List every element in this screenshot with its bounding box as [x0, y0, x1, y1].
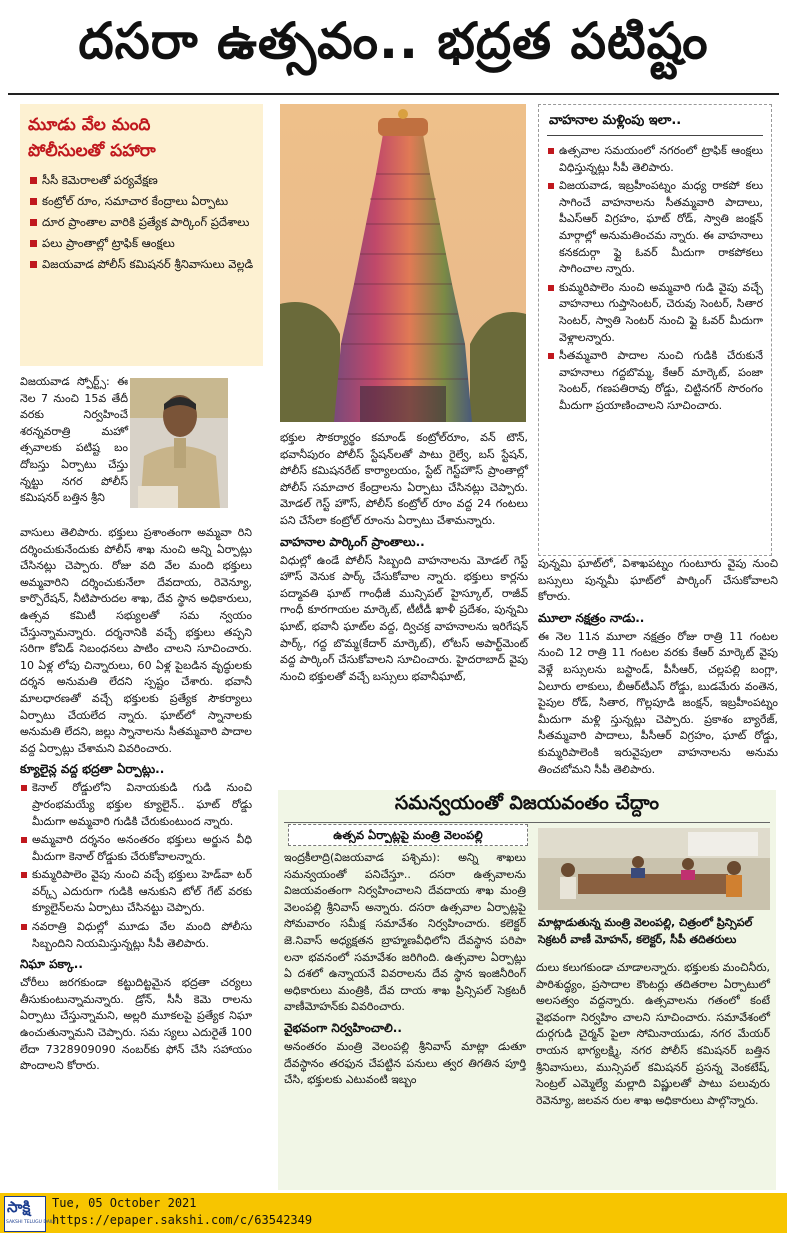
- bullet: సీతమ్మవారి పాదాల నుంచి గుడికి చేరుకునే వాహనాలు గద్దబొమ్మ, కేఆర్ మార్కెట్, పంజా సెంటర్, గణపతిరావు రోడ్డు, చిట్టినగర్ సొరంగం మీదుగా ప్రయాణించాలని సూచించారు.: [547, 348, 763, 414]
- article-column-2: [280, 430, 528, 687]
- headline: దసరా ఉత్సవం.. భద్రత పటిష్టం: [78, 12, 709, 70]
- vehicle-box-body: [547, 143, 763, 417]
- logo-subtext: SAKSHI TELUGU DAILY: [6, 1220, 56, 1225]
- paragraph: ఇంద్రకీలాద్రి(విజయవాడ పశ్చిమ): అన్ని శాఖలు సమన్వయంతో పనిచేస్తూ.. దసరా ఉత్సవాలను విజయవంతంగా నిర్వహించాలని దేవదాయ శాఖ మంత్రి వెలంపల్లి శ్రీనివాస్ అన్నారు. దసరా ఉత్సవాల ఏర్పాట్లపై సోమవారం సమీక్ష సమావేశం నిర్వహించారు. కలెక్టర్ జె.నివాస్ అధ్యక్షతన బ్రాహ్మణవీధిలోని దేవస్థాన పరిపా లనా భవనంలో సమావేశం జరిగింది. ఉత్సవాల ఏర్పాట్లు ఏ దశలో ఉన్నాయనే వివరాలను దేవ స్థాన ఇంజినీరింగ్ అధికారులు మంత్రికి, దేవ దాయ శాఖ ప్రిన్సిపల్ సెక్రటరీ వాణీమోహన్‌కు వివరించారు.: [284, 851, 526, 1014]
- subheading-queue: క్యూలైన్ల వద్ద భద్రతా ఏర్పాట్లు..: [20, 762, 165, 777]
- vehicle-box-title: వాహనాల మళ్లింపు ఇలా..: [549, 113, 682, 128]
- logo-text: సాక్షి: [7, 1198, 31, 1216]
- paragraph: చోరీలు జరగకుండా కట్టుదిట్టమైన భద్రతా చర్యలు తీసుకుంటున్నామన్నారు. డ్రోన్, సీసీ కెమె రాలను ఏర్పాటు చేస్తున్నామని, అల్లరి మూకలపై ప్రత్యేక నిఘా ఉంచుతున్నామని చెప్పారు. సమ స్యలు ఎదురైతే 100 లేదా 7328909090 నంబర్‌కు ఫోన్ చేసి సహాయం పొందాలని కోరారు.: [20, 976, 252, 1073]
- article-intro: [20, 374, 128, 509]
- police-commissioner-photo: [130, 378, 228, 508]
- paragraph: భక్తుల సౌకర్యార్థం కమాండ్ కంట్రోల్‌రూం, వన్ టౌన్, భవానీపురం పోలీస్ స్టేషన్‌లతో పాటు రైల్వే, బస్ స్టేషన్, పోలీస్ కమిషనరేట్ కార్యాలయం, స్టేట్ గెస్ట్‌హౌస్ ప్రాంతాల్లో పోలీస్ సమాచార కేంద్రాలను ఏర్పాటు చేసినట్లు చెప్పారు. మోడల్ గెస్ట్‌ హౌస్, పోలీస్ కంట్రోల్ రూం వద్ద 24 గంటలు పని చేసేలా కంట్రోల్ రూంను ఏర్పాటు చేశామన్నారు.: [280, 431, 528, 527]
- highlight-item: సీసీ కెమెరాలతో పర్యవేక్షణ: [28, 170, 258, 191]
- highlight-item: కంట్రోల్ రూం, సమాచార కేంద్రాలు ఏర్పాటు: [28, 191, 258, 212]
- publication-date: Tue, 05 October 2021: [52, 1196, 197, 1210]
- subheading-moola: మూలా నక్షత్రం నాడు..: [538, 610, 645, 625]
- footer-bar: [0, 1193, 787, 1233]
- article-column-3: [538, 556, 778, 780]
- epaper-link[interactable]: https://epaper.sakshi.com/c/63542349: [52, 1213, 313, 1227]
- paragraph: ఈ నెల 11న మూలా నక్షత్రం రోజు రాత్రి 11 గంటల నుంచి 12 రాత్రి 11 గంటల వరకు కేఆర్ మార్కెట్ వైపు వెళ్లే బస్సులను బస్టాండ్, పీసీఆర్, చల్లపల్లి బంగ్లా, ఏలూరు లాకులు, బీఆర్‌టీఎస్ రోడ్డు, బుడమేరు వంతెన, పైపుల రోడ్, సితార, గొల్లపూడి జంక్షన్, ఇబ్రహీంపట్నం మీదుగా మళ్లి స్తున్నట్లు చెప్పారు. ప్రకాశం బ్యారేజ్, సీతమ్మవారి పాదాలు, పీసీఆర్ విగ్రహం, ఘాట్ రోడ్డు, కుమ్మరిపాలెంకి ఇరువైపులా వాహనాలను అనుమ తించబోమని సీపీ తెలిపారు.: [538, 629, 778, 776]
- article-column-1: [20, 525, 252, 1077]
- vehicle-box-rule: [547, 135, 763, 136]
- coordination-rule: [284, 822, 770, 823]
- temple-photo: [280, 104, 526, 422]
- vehicle-diversion-box: [538, 104, 772, 556]
- coordination-article-box: [278, 790, 776, 1190]
- photo-caption: మాట్లాడుతున్న మంత్రి వెలంపల్లి, చిత్రంలో ప్రిన్సిపల్ సెక్రటరీ వాణీ మోహన్, కలెక్టర్, సీపీ తదితరులు: [538, 916, 753, 946]
- highlight-item: పలు ప్రాంతాల్లో ట్రాఫిక్ ఆంక్షలు: [28, 233, 258, 254]
- coordination-right-column: [536, 960, 770, 1111]
- headline-rule: [8, 93, 779, 95]
- subheading-parking: వాహనాల పార్కింగ్ ప్రాంతాలు..: [280, 534, 425, 549]
- subheading-grand: వైభవంగా నిర్వహించాలి..: [284, 1020, 402, 1035]
- highlight-item: విజయవాడ పోలీస్ కమిషనర్ శ్రీనివాసులు వెల్లడి: [28, 254, 258, 275]
- paragraph: దులు కలుగకుండా చూడాలన్నారు. భక్తులకు మంచినీరు, పారిశుద్ధ్యం, ప్రసాదాల కౌంటర్లు తదితరాల ఏర్పాటులో అలసత్వం వద్దన్నారు. ఉత్సవాలను గతంలో కంటే వైభవంగా నిర్వహిం చాలని సూచించారు. సమావేశంలో దుర్గగుడి చైర్మన్ పైలా సోమినాయుడు, నగర మేయర్ రాయన భాగ్యలక్ష్మి, నగర పోలీస్ కమిషనర్ బత్తిన శ్రీనివాసులు, మున్సిపల్ కమిషనర్ ప్రసన్న వెంకటేష్, సెంట్రల్ ఎమ్మెల్యే మల్లాది విష్ణులతో పాటు పలువురు రెవెన్యూ, జలవన రుల శాఖ అధికారులు పాల్గొన్నారు.: [536, 961, 770, 1107]
- bullet: కుమ్మరిపాలెం నుంచి అమ్మవారి గుడి వైపు వచ్చే వాహనాలు గుప్తాసెంటర్, చెరువు సెంటర్, సితార సెంటర్, స్వాతి సెంటర్ నుంచి ఫ్లై ఓవర్ మీదుగా వెళ్లాలన్నారు.: [547, 280, 763, 346]
- subheading-surveillance: నిఘా పక్కా..: [20, 957, 83, 972]
- bullet: అమ్మవారి దర్శనం అనంతరం భక్తులు అర్జున వీధి మీదుగా కెనాల్ రోడ్డుకు చేరుకోవాలన్నారు.: [20, 832, 252, 865]
- paragraph: వాసులు తెలిపారు. భక్తులు ప్రశాంతంగా అమ్మవా రిని దర్శించుకునేందుకు పోలీస్ శాఖ నుంచి అన్ని ఏర్పాట్లు చేసినట్లు చెప్పారు. రోజు వది వేల మంది భక్తులు అమ్మవారిని దర్శించుకునేలా దేవదాయ, రెవెన్యూ, కార్పొరేషన్, నీటిపారుదల శాఖ, దేవ స్థాన అధికారులు, ఉత్సవ కమిటీ సభ్యులతో సమ న్వయం చేస్తున్నామన్నారు. దర్శనానికి వచ్చే భక్తులు తప్పని సరిగా కోవిడ్ నిబంధనలు పాటిం చాలని సూచించారు. 10 ఏళ్ల లోపు చిన్నారులు, 60 ఏళ్ల పైబడిన వృద్ధులకు దర్శన అనుమతి లేదని స్పష్టం చేశారు. భవానీ మాలధారణతో వచ్చే భక్తులకు ప్రత్యేక సౌకర్యాలు ఏర్పాటు చేయలేద న్నారు. ఘాట్‌లో స్నానాలకు అనుమతి లేదని, జల్లు స్నానాలను సీతమ్మవారి పాదాల వద్ద ఏర్పాట్లు చేశామని వివరించారు.: [20, 526, 252, 755]
- highlight-title-line2: పోలీసులతో పహారా: [28, 141, 156, 161]
- coordination-left-column: [284, 850, 526, 1091]
- paragraph: పున్నమి ఘాట్‌లో, విశాఖపట్నం గుంటూరు వైపు నుంచి బస్సులు పున్నమీ ఘాట్‌లో పార్కింగ్ చేసుకోవాలని కోరారు.: [538, 557, 778, 604]
- bullet: విజయవాడ, ఇబ్రహీంపట్నం మధ్య రాకపో కలు సాగించే వాహనాలను సీతమ్మవారి పాదాలు, పీఎస్‌ఆర్ విగ్రహం, ఘాట్ రోడ్, స్వాతి జంక్షన్ మార్గాల్లో అనుమతించమ న్నారు. ఈ వాహనాలు కనకదుర్గా ఫ్లై ఓవర్ మీదుగా రాకపోకలు సాగించాల న్నారు.: [547, 178, 763, 278]
- bullet: కుమ్మరిపాలెం వైపు నుంచి వచ్చే భక్తులు హెడ్‌వా టర్ వర్క్స్ ఎదురుగా గుడికి ఆనుకుని టోల్ గేట్ వరకు క్యూలైన్‌లను ఏర్పాటు చేసినట్టు చెప్పారు.: [20, 867, 252, 917]
- coordination-subtitle: ఉత్సవ ఏర్పాట్లపై మంత్రి వెలంపల్లి: [288, 824, 528, 846]
- paragraph: విధుల్లో ఉండే పోలీస్ సిబ్బంది వాహనాలను మోడల్ గెస్ట్ హౌస్ వెనుక పార్క్ చేసుకోవాల న్నారు. భక్తులు కార్లను పద్మావతి ఘాట్ గాంధీజీ మున్సిపల్ హైస్కూల్, రాజీవ్ గాంధీ కూరగాయల మార్కెట్, టీటీడీ ఖాళీ ప్రదేశం, పున్నమి ఘాట్, భవానీ ఘాట్‌ల వద్ద, ద్విచక్ర వాహనాలను ఇరిగేషన్ పార్క్, గద్ద బొమ్మ(కేదార్ మార్కెట్), లోటస్ అపార్ట్‌మెంట్ వద్ద పార్కింగ్ చేసుకోవాలని సూచించారు. హైదరాబాద్ వైపు నుంచి భక్తులతో వచ్చే బస్సులు భవానీఘాట్,: [280, 553, 528, 683]
- meeting-photo: [538, 828, 770, 910]
- paragraph: అనంతరం మంత్రి వెలంపల్లి శ్రీనివాస్ మాట్లా డుతూ దేవస్థానం తరఫున చేపట్టిన పనులు త్వర తిగతిన పూర్తి చేసి, భక్తులకు ఎటువంటి ఇబ్బం: [284, 1039, 526, 1087]
- bullet: కెనాల్ రోడ్డులోని వినాయకుడి గుడి నుంచి ప్రారంభమయ్యే భక్తుల క్యూలైన్.. ఘాట్ రోడ్డు మీదుగా అమ్మవారి గుడికి చేరుకుంటుంద న్నారు.: [20, 780, 252, 830]
- highlight-title-line1: మూడు వేల మంది: [28, 115, 151, 135]
- bullet: ఉత్సవాల సమయంలో నగరంలో ట్రాఫిక్ ఆంక్షలు విధిస్తున్నట్లు సీపీ తెలిపారు.: [547, 143, 763, 176]
- highlight-list: [28, 170, 258, 275]
- highlight-box: [20, 104, 263, 366]
- sakshi-logo: [4, 1196, 56, 1232]
- bullet: నవరాత్రి విధుల్లో మూడు వేల మంది పోలీసు సిబ్బందిని నియమిస్తున్నట్లు సీపీ తెలిపారు.: [20, 919, 252, 952]
- coordination-title: సమన్వయంతో విజయవంతం చేద్దాం: [394, 792, 660, 814]
- highlight-item: దూర ప్రాంతాల వారికి ప్రత్యేక పార్కింగ్ ప్రదేశాలు: [28, 212, 258, 233]
- intro-paragraph: విజయవాడ స్పోర్ట్స్: ఈ నెల 7 నుంచి 15వ తేదీ వరకు నిర్వహించే శరన్నవరాత్రి మహో త్సవాలకు పటిష్ట బం దోబస్తు ఏర్పాటు చేస్తు న్నట్టు నగర పోలీస్ కమిషనర్ బత్తిన శ్రీని: [20, 375, 128, 505]
- highlight-title: [28, 112, 253, 164]
